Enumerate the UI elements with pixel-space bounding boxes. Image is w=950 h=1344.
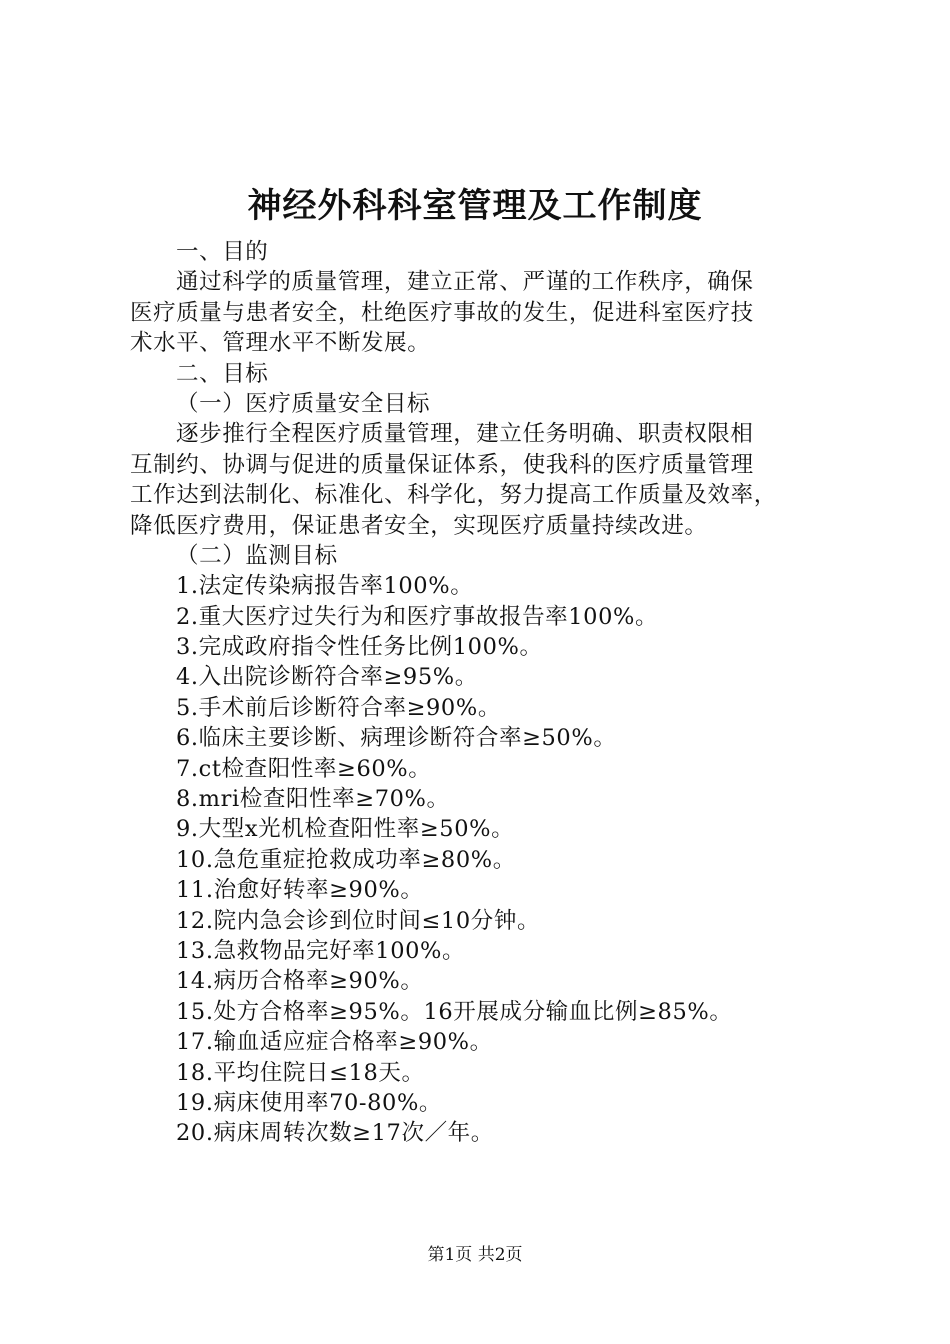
paragraph-line: 20.病床周转次数≥17次／年。 (176, 1120, 494, 1147)
document-title: 神经外科科室管理及工作制度 (247, 186, 703, 226)
paragraph-line: 3.完成政府指令性任务比例100%。 (176, 634, 543, 661)
paragraph-line: （一）医疗质量安全目标 (176, 390, 431, 417)
page-number-label: 第1页 共2页 (427, 1245, 523, 1265)
document-body (130, 237, 835, 1149)
paragraph-line: 2.重大医疗过失行为和医疗事故报告率100%。 (176, 603, 659, 630)
paragraph-line: 9.大型x光机检查阳性率≥50%。 (176, 816, 515, 843)
paragraph-line: 互制约、协调与促进的质量保证体系，使我科的医疗质量管理 (130, 451, 754, 478)
paragraph-line: （二）监测目标 (176, 542, 338, 569)
paragraph-line: 工作达到法制化、标准化、科学化，努力提高工作质量及效率， (130, 482, 777, 509)
paragraph-line: 5.手术前后诊断符合率≥90%。 (176, 694, 501, 721)
paragraph-line: 1.法定传染病报告率100%。 (176, 573, 474, 600)
paragraph-line: 4.入出院诊断符合率≥95%。 (176, 664, 478, 691)
paragraph-line: 13.急救物品完好率100%。 (176, 937, 466, 964)
paragraph-line: 15.处方合格率≥95%。16开展成分输血比例≥85%。 (176, 998, 733, 1025)
paragraph-line: 14.病历合格率≥90%。 (176, 968, 424, 995)
paragraph-line: 18.平均住院日≤18天。 (176, 1059, 425, 1086)
paragraph-line: 术水平、管理水平不断发展。 (130, 330, 431, 357)
paragraph-line: 逐步推行全程医疗质量管理，建立任务明确、职责权限相 (176, 421, 754, 448)
paragraph-line: 8.mri检查阳性率≥70%。 (176, 786, 450, 813)
page-footer (0, 1243, 950, 1267)
paragraph-line: 医疗质量与患者安全，杜绝医疗事故的发生，促进科室医疗技 (130, 299, 754, 326)
paragraph-line: 二、目标 (176, 360, 269, 387)
paragraph-line: 6.临床主要诊断、病理诊断符合率≥50%。 (176, 725, 617, 752)
paragraph-line: 19.病床使用率70-80%。 (176, 1089, 443, 1116)
paragraph-line: 12.院内急会诊到位时间≤10分钟。 (176, 907, 541, 934)
paragraph-line: 降低医疗费用，保证患者安全，实现医疗质量持续改进。 (130, 512, 708, 539)
paragraph-line: 通过科学的质量管理，建立正常、严谨的工作秩序，确保 (176, 269, 754, 296)
paragraph-line: 11.治愈好转率≥90%。 (176, 877, 424, 904)
paragraph-line: 7.ct检查阳性率≥60%。 (176, 755, 432, 782)
paragraph-line: 一、目的 (176, 239, 269, 265)
paragraph-line: 10.急危重症抢救成功率≥80%。 (176, 846, 516, 873)
paragraph-line: 17.输血适应症合格率≥90%。 (176, 1029, 493, 1056)
